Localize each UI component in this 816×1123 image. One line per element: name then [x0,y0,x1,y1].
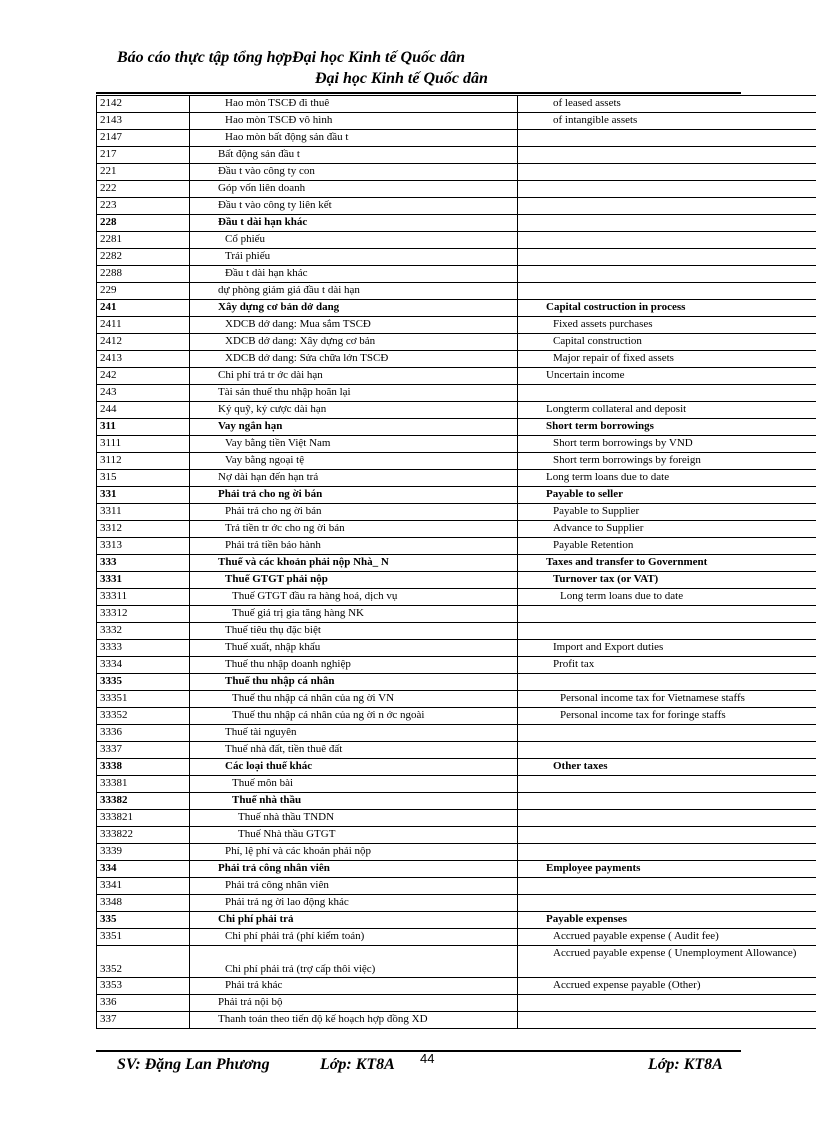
account-english [518,793,816,810]
footer-rule [96,1050,741,1052]
table-row [97,317,816,334]
account-name: Trái phiếu [190,249,518,266]
account-english: Import and Export duties [518,640,816,657]
account-code: 33311 [97,589,190,606]
account-english: Short term borrowings by foreign [518,453,816,470]
account-english: Long term loans due to date [518,589,816,606]
account-code: 3112 [97,453,190,470]
account-english [518,776,816,793]
account-code: 315 [97,470,190,487]
account-english: Major repair of fixed assets [518,351,816,368]
account-english: Payable to seller [518,487,816,504]
account-name: Thuế nhà thầu TNDN [190,810,518,827]
account-english [518,283,816,300]
account-name: Ký quỹ, ký cược dài hạn [190,402,518,419]
table-row [97,283,816,300]
account-code: 33312 [97,606,190,623]
account-name: Chi phí trả tr ớc dài hạn [190,368,518,385]
account-name: Thuế nhà đất, tiền thuê đất [190,742,518,759]
account-code: 217 [97,147,190,164]
account-english [518,827,816,844]
table-row [97,725,816,742]
account-english [518,130,816,147]
account-english: Accrued expense payable (Other) [518,978,816,995]
table-row [97,300,816,317]
table-row [97,929,816,946]
table-row [97,538,816,555]
account-code: 3311 [97,504,190,521]
account-name: Thuế môn bài [190,776,518,793]
account-code: 33381 [97,776,190,793]
table-row [97,470,816,487]
account-code: 33351 [97,691,190,708]
account-english: Longterm collateral and deposit [518,402,816,419]
account-english [518,147,816,164]
account-english: Profit tax [518,657,816,674]
table-row [97,266,816,283]
account-english: Capital costruction in process [518,300,816,317]
account-name: Chi phí phải trả (phí kiểm toán) [190,929,518,946]
account-english [518,878,816,895]
table-row [97,759,816,776]
table-row [97,487,816,504]
account-english: Personal income tax for Vietnamese staffs [518,691,816,708]
table-row [97,1012,816,1029]
account-code: 3353 [97,978,190,995]
account-english: Short term borrowings by VND [518,436,816,453]
account-code: 3111 [97,436,190,453]
table-row [97,351,816,368]
account-code: 3339 [97,844,190,861]
account-code: 33352 [97,708,190,725]
account-code: 3334 [97,657,190,674]
table-row [97,589,816,606]
table-row [97,436,816,453]
account-name: Tài sản thuế thu nhập hoãn lại [190,385,518,402]
account-english [518,844,816,861]
account-code: 333 [97,555,190,572]
account-name: Phải trả công nhân viên [190,878,518,895]
account-name: Thuế nhà thầu [190,793,518,810]
footer-class-left: Lớp: KT8A [320,1056,395,1073]
account-english: Other taxes [518,759,816,776]
account-name: Đầu t vào công ty con [190,164,518,181]
account-english: Short term borrowings [518,419,816,436]
account-english [518,181,816,198]
account-code: 335 [97,912,190,929]
table-row [97,572,816,589]
account-english: Advance to Supplier [518,521,816,538]
account-code: 336 [97,995,190,1012]
account-code: 337 [97,1012,190,1029]
table-row [97,674,816,691]
account-code: 222 [97,181,190,198]
account-name: XDCB dở dang: Sửa chữa lớn TSCĐ [190,351,518,368]
account-code: 3348 [97,895,190,912]
account-name: Phải trả ng ời lao động khác [190,895,518,912]
account-code: 3351 [97,929,190,946]
account-name: Trả tiền tr ớc cho ng ời bán [190,521,518,538]
account-name: Phải trả khác [190,978,518,995]
account-code: 2142 [97,96,190,113]
account-code: 3341 [97,878,190,895]
account-name: Vay bằng ngoại tệ [190,453,518,470]
account-english [518,266,816,283]
account-name: Hao mòn TSCĐ đi thuê [190,96,518,113]
account-name: Vay ngắn hạn [190,419,518,436]
account-english: of leased assets [518,96,816,113]
account-name: Cổ phiếu [190,232,518,249]
account-english [518,725,816,742]
table-row [97,623,816,640]
account-name: Thuế giá trị gia tăng hàng NK [190,606,518,623]
footer-student: SV: Đặng Lan Phương [117,1056,270,1073]
table-row [97,776,816,793]
account-name: Thanh toán theo tiến độ kế hoạch hợp đồng XD [190,1012,518,1029]
account-english: Accrued payable expense ( Audit fee) [518,929,816,946]
table-row [97,215,816,232]
account-name: Thuế và các khoản phải nộp Nhà_ N [190,555,518,572]
account-code: 243 [97,385,190,402]
account-code: 2288 [97,266,190,283]
footer-class-right: Lớp: KT8A [648,1056,723,1073]
table-row [97,606,816,623]
account-english [518,249,816,266]
account-english [518,995,816,1012]
account-code: 2411 [97,317,190,334]
account-name: Thuế xuất, nhập khẩu [190,640,518,657]
account-english: Accrued payable expense ( Unemployment Allowance) [518,946,816,978]
chart-of-accounts-table [96,95,816,1029]
account-code: 221 [97,164,190,181]
account-name: Đầu t dài hạn khác [190,266,518,283]
account-code: 2147 [97,130,190,147]
account-code: 3332 [97,623,190,640]
account-name: Phải trả cho ng ời bán [190,504,518,521]
table-row [97,691,816,708]
table-row [97,147,816,164]
account-name: Thuế tiêu thụ đặc biệt [190,623,518,640]
table-row [97,995,816,1012]
table-row [97,793,816,810]
account-code: 333821 [97,810,190,827]
table-row [97,130,816,147]
table-row [97,368,816,385]
account-name: Thuế thu nhập cá nhân của ng ời VN [190,691,518,708]
report-header-title: Báo cáo thực tập tổng hợpĐại học Kinh tế Quốc dân [117,49,465,66]
account-english [518,385,816,402]
account-name: Thuế tài nguyên [190,725,518,742]
account-name: Góp vốn liên doanh [190,181,518,198]
table-row [97,657,816,674]
account-name: Chi phí phải trả (trợ cấp thôi việc) [190,946,518,978]
account-code: 3337 [97,742,190,759]
account-name: Thuế thu nhập cá nhân của ng ời n ớc ngoài [190,708,518,725]
account-english [518,606,816,623]
account-english [518,742,816,759]
table-row [97,453,816,470]
account-code: 33382 [97,793,190,810]
account-code: 3333 [97,640,190,657]
page-number: 44 [420,1051,435,1066]
account-name: Vay bằng tiền Việt Nam [190,436,518,453]
account-english: of intangible assets [518,113,816,130]
header-rule [96,92,741,94]
table-row [97,810,816,827]
account-english [518,674,816,691]
account-code: 2143 [97,113,190,130]
table-row [97,334,816,351]
table-row [97,96,816,113]
account-name: Phí, lệ phí và các khoản phải nộp [190,844,518,861]
account-name: Bất động sản đầu t [190,147,518,164]
account-name: Chi phí phải trả [190,912,518,929]
account-code: 3331 [97,572,190,589]
table-row [97,385,816,402]
table-row [97,827,816,844]
account-name: Đầu t vào công ty liên kết [190,198,518,215]
account-english [518,895,816,912]
account-code: 334 [97,861,190,878]
table-row [97,844,816,861]
account-name: Thuế GTGT đầu ra hàng hoá, dịch vụ [190,589,518,606]
account-english: Payable Retention [518,538,816,555]
account-name: Hao mòn bất động sản đầu t [190,130,518,147]
account-english: Long term loans due to date [518,470,816,487]
table-row [97,640,816,657]
table-row [97,249,816,266]
account-code: 223 [97,198,190,215]
table-row [97,912,816,929]
account-name: XDCB dở dang: Mua sắm TSCĐ [190,317,518,334]
account-code: 2281 [97,232,190,249]
table-row [97,113,816,130]
table-row [97,708,816,725]
account-code: 3338 [97,759,190,776]
account-name: Đầu t dài hạn khác [190,215,518,232]
table-row [97,895,816,912]
account-name: Thuế GTGT phải nộp [190,572,518,589]
account-english [518,1012,816,1029]
account-code: 3336 [97,725,190,742]
table-row [97,198,816,215]
account-name: Phải trả nội bộ [190,995,518,1012]
account-name: Thuế Nhà thầu GTGT [190,827,518,844]
account-english: Fixed assets purchases [518,317,816,334]
account-english: Employee payments [518,861,816,878]
account-code: 3313 [97,538,190,555]
account-name: Hao mòn TSCĐ vô hình [190,113,518,130]
table-row [97,978,816,995]
table-row [97,521,816,538]
account-name: Phải trả cho ng ời bán [190,487,518,504]
table-row [97,742,816,759]
table-row [97,419,816,436]
account-name: Phải trả tiền bảo hành [190,538,518,555]
account-name: XDCB dở dang: Xây dựng cơ bản [190,334,518,351]
report-header-university: Đại học Kinh tế Quốc dân [315,70,488,87]
account-english [518,810,816,827]
account-english: Uncertain income [518,368,816,385]
account-english [518,164,816,181]
account-code: 311 [97,419,190,436]
account-code: 3352 [97,946,190,978]
table-row [97,946,816,978]
account-code: 2412 [97,334,190,351]
account-english: Personal income tax for foringe staffs [518,708,816,725]
account-english [518,198,816,215]
account-name: Nợ dài hạn đến hạn trả [190,470,518,487]
table-row [97,181,816,198]
account-code: 3335 [97,674,190,691]
account-english [518,623,816,640]
account-name: Xây dựng cơ bản dở dang [190,300,518,317]
account-name: Các loại thuế khác [190,759,518,776]
table-row [97,164,816,181]
table-row [97,402,816,419]
table-row [97,555,816,572]
account-english: Turnover tax (or VAT) [518,572,816,589]
account-english: Payable expenses [518,912,816,929]
table-row [97,504,816,521]
account-english [518,215,816,232]
account-english: Taxes and transfer to Government [518,555,816,572]
account-code: 244 [97,402,190,419]
table-row [97,861,816,878]
account-code: 331 [97,487,190,504]
account-name: Phải trả công nhân viên [190,861,518,878]
account-code: 242 [97,368,190,385]
account-code: 2413 [97,351,190,368]
account-code: 3312 [97,521,190,538]
account-code: 229 [97,283,190,300]
account-name: Thuế thu nhập cá nhân [190,674,518,691]
account-code: 333822 [97,827,190,844]
account-name: Thuế thu nhập doanh nghiệp [190,657,518,674]
account-name: dự phòng giảm giá đầu t dài hạn [190,283,518,300]
account-english [518,232,816,249]
table-row [97,878,816,895]
account-english: Capital construction [518,334,816,351]
account-english: Payable to Supplier [518,504,816,521]
account-code: 241 [97,300,190,317]
account-code: 228 [97,215,190,232]
account-code: 2282 [97,249,190,266]
table-row [97,232,816,249]
